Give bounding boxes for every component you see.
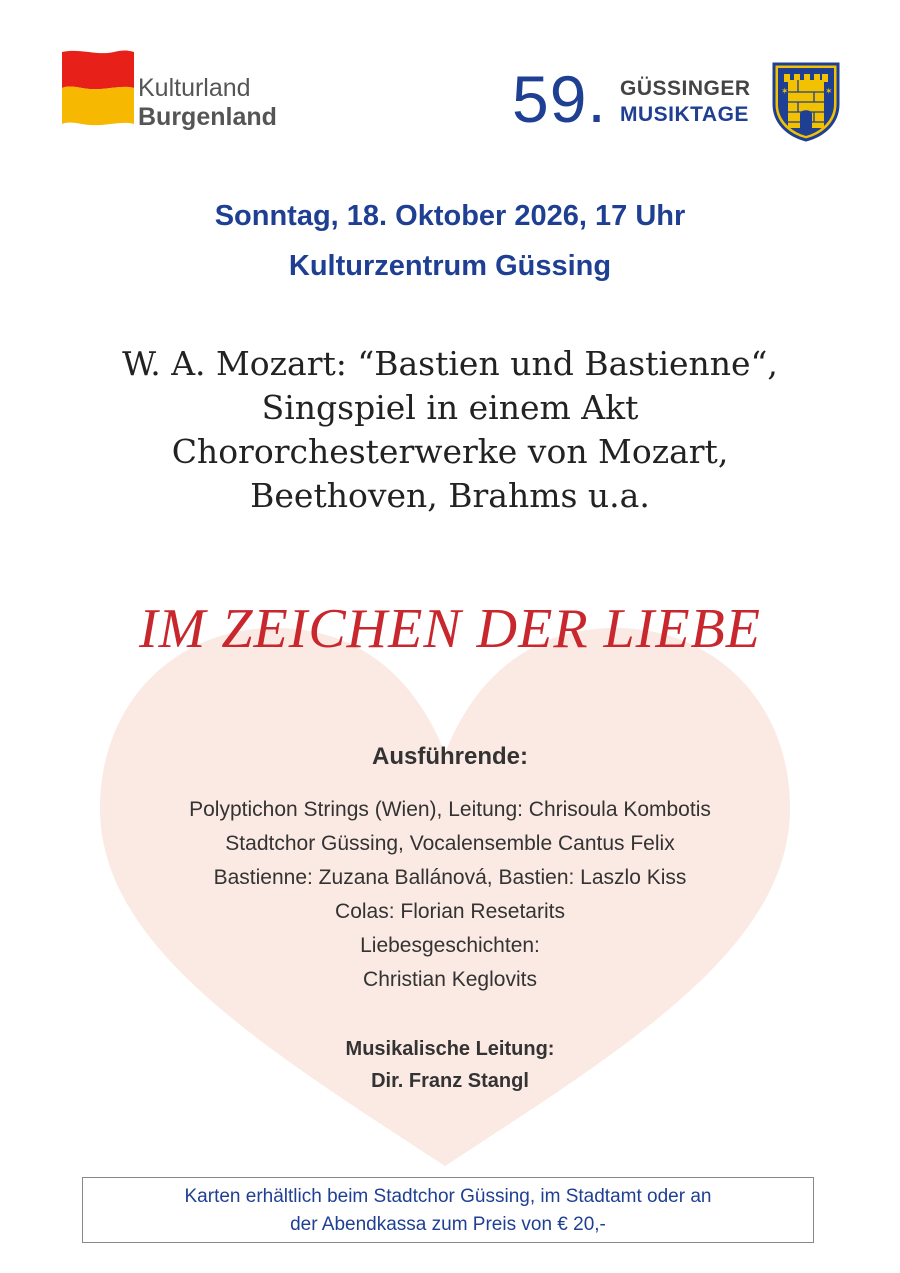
program-description [0,342,900,518]
svg-text:✶: ✶ [781,87,789,97]
edition-number: 59. [512,62,607,136]
performer-line: Christian Keglovits [363,968,537,991]
performer-line: Stadtchor Güssing, Vocalensemble Cantus Felix [225,832,675,855]
coat-of-arms-icon [772,62,840,142]
musical-direction-heading: Musikalische Leitung: [345,1038,555,1060]
logo-text-musiktage: MUSIKTAGE [620,103,749,126]
burgenland-flag-icon [58,48,136,128]
logo-text-kulturland: Kulturland [138,74,251,102]
ticket-info-line: der Abendkassa zum Preis von € 20,- [290,1214,606,1235]
performer-line: Liebesgeschichten: [360,934,540,957]
performer-line: Colas: Florian Resetarits [335,900,565,923]
performers-heading: Ausführende: [372,743,528,770]
program-line: W. A. Mozart: “Bastien und Bastienne“, [122,344,778,383]
performer-line: Bastienne: Zuzana Ballánová, Bastien: Laszlo Kiss [213,866,687,889]
program-line: Beethoven, Brahms u.a. [250,476,650,515]
event-motto: IM ZEICHEN DER LIEBE [139,598,761,660]
musical-director-name: Dir. Franz Stangl [371,1070,529,1092]
program-line: Singspiel in einem Akt [261,388,639,427]
ticket-info-line: Karten erhältlich beim Stadtchor Güssing, im Stadtamt oder an [184,1186,712,1207]
kulturland-burgenland-logo [58,48,298,138]
event-venue: Kulturzentrum Güssing [288,250,612,282]
logo-text-guessinger: GÜSSINGER [620,77,751,100]
logo-text-burgenland: Burgenland [138,103,277,131]
svg-text:✶: ✶ [825,87,833,97]
performer-line: Polyptichon Strings (Wien), Leitung: Chrisoula Kombotis [189,798,711,821]
ticket-info-box [82,1177,814,1243]
performers-section [0,743,900,1097]
program-line: Chororchesterwerke von Mozart, [171,432,729,471]
event-date: Sonntag, 18. Oktober 2026, 17 Uhr [214,200,686,232]
